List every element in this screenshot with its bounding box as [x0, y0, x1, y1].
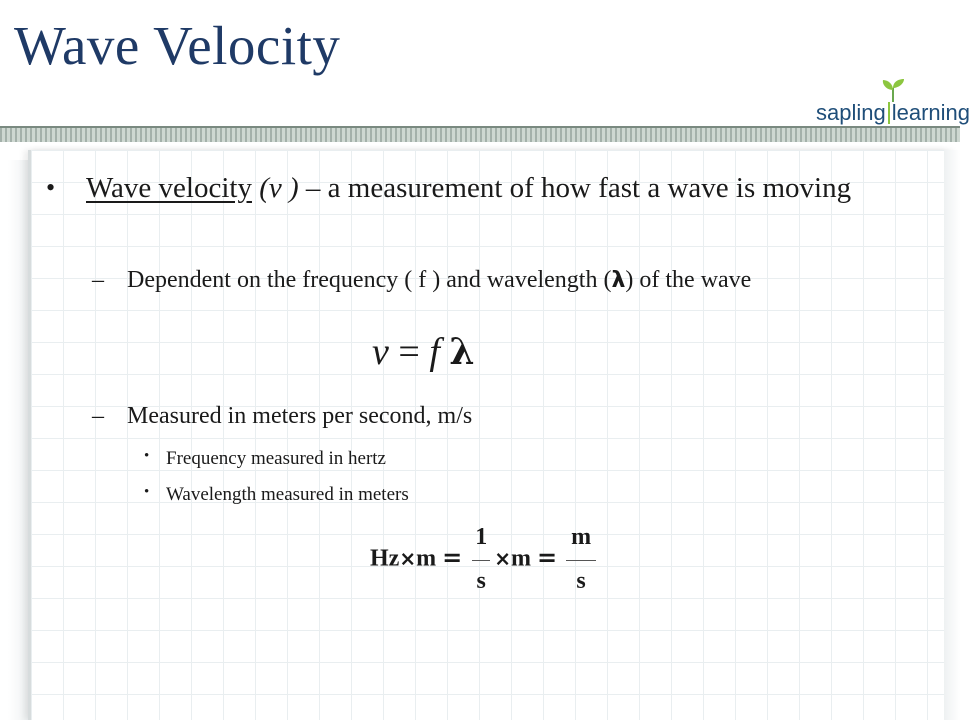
- equals-sign: =: [536, 543, 558, 572]
- fraction-bar: [472, 560, 490, 561]
- bullet-text: [86, 168, 926, 208]
- definition-text: – a measurement of how fast a wave is moving: [298, 172, 852, 204]
- dash-mark: –: [92, 403, 104, 429]
- fraction-denominator: s: [576, 568, 586, 594]
- term-wave-velocity: Wave velocity: [86, 172, 252, 204]
- unit-hz: Hz: [370, 545, 400, 572]
- bullet-dot: •: [46, 173, 56, 202]
- logo-separator: [888, 102, 890, 124]
- eq-lambda: λ: [449, 331, 475, 373]
- unit-m: m: [510, 545, 531, 572]
- sub-bullet-dot: •: [144, 484, 150, 500]
- dependent-text-a: Dependent on the frequency ( f ) and wavelength (: [127, 267, 612, 293]
- lambda-symbol: λ: [611, 268, 626, 293]
- eq-v: v: [372, 331, 389, 373]
- logo-text: [816, 100, 970, 126]
- sprout-icon: [878, 78, 908, 102]
- logo-word-learning: learning: [891, 100, 970, 125]
- notebook-content-area: [28, 150, 949, 720]
- sub-bullet-dot: •: [144, 448, 150, 464]
- slide-title: Wave Velocity: [14, 15, 341, 76]
- equation-units: [370, 524, 599, 594]
- dash-text: [127, 267, 751, 294]
- fraction-one-over-s: [468, 524, 494, 594]
- eq-f: f: [429, 331, 440, 373]
- fraction-numerator: 1: [475, 524, 488, 550]
- dependent-text-b: ) of the wave: [625, 267, 752, 293]
- symbol-v: (v ): [259, 172, 299, 204]
- sapling-learning-logo: [816, 78, 970, 132]
- dash-mark: –: [92, 267, 104, 293]
- notebook-edge-left: [8, 160, 30, 720]
- fraction-m-over-s: [563, 524, 599, 594]
- logo-word-sapling: sapling: [816, 100, 886, 125]
- header-divider-band: [0, 128, 960, 142]
- fraction-denominator: s: [476, 568, 486, 594]
- eq-equals: =: [388, 331, 430, 373]
- equation-v-f-lambda: [372, 330, 475, 374]
- sub-bullet-text: Wavelength measured in meters: [166, 484, 409, 505]
- unit-m: m: [416, 545, 437, 572]
- fraction-numerator: m: [571, 524, 592, 550]
- fraction-bar: [566, 560, 596, 561]
- times-sign: ×: [399, 546, 417, 571]
- notebook-edge-right: [944, 150, 960, 720]
- sub-bullet-text: Frequency measured in hertz: [166, 448, 386, 469]
- times-sign: ×: [494, 546, 511, 571]
- equals-sign: =: [442, 543, 463, 572]
- dash-text: Measured in meters per second, m/s: [127, 403, 473, 429]
